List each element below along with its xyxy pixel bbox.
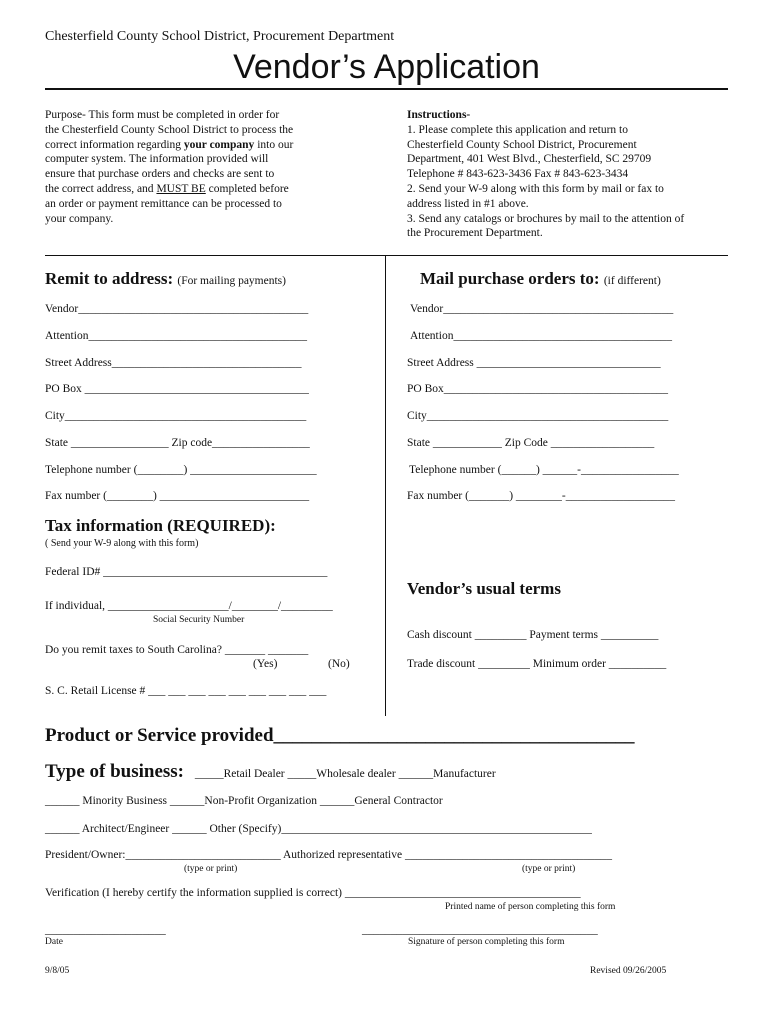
date-field[interactable]: _____________________ xyxy=(45,924,166,936)
terms-section-title: Vendor’s usual terms xyxy=(407,579,561,598)
remit-city-field[interactable]: City__________________________________________ xyxy=(45,410,307,422)
instruction-line: 2. Send your W-9 along with this form by mail or fax to xyxy=(407,182,664,195)
type-print-label-1: (type or print) xyxy=(184,864,238,874)
printed-name-label: Printed name of person completing this form xyxy=(445,902,616,912)
footer-date: 9/8/05 xyxy=(45,966,70,976)
instruction-line: address listed in #1 above. xyxy=(407,197,529,210)
purpose-line: correct information regarding your company into our xyxy=(45,138,294,151)
yes-label: (Yes) xyxy=(253,658,278,670)
remit-pobox-field[interactable]: PO Box _______________________________________ xyxy=(45,383,309,395)
tax-section-title: Tax information (REQUIRED): xyxy=(45,516,276,535)
business-type-label: Type of business: xyxy=(45,761,185,782)
instruction-line: Chesterfield County School District, Procurement xyxy=(407,138,637,151)
column-divider xyxy=(385,256,386,716)
business-type-row3[interactable]: ______ Architect/Engineer ______ Other (Specify)______________________________________________________ xyxy=(45,823,592,835)
product-service-field[interactable]: Product or Service provided______________________________________ xyxy=(45,725,635,746)
purpose-line: the correct address, and MUST BE completed before xyxy=(45,182,289,195)
mail-section-title: Mail purchase orders to: (if different) xyxy=(420,269,661,288)
remit-telephone-field[interactable]: Telephone number (________) ______________________ xyxy=(45,464,317,476)
retail-license-field[interactable]: S. C. Retail License # ___ ___ ___ ___ ___ ___ ___ ___ ___ xyxy=(45,685,327,697)
purpose-line: your company. xyxy=(45,212,114,225)
verification-field[interactable]: Verification (I hereby certify the information supplied is correct) _________________________________________ xyxy=(45,887,581,899)
title-rule xyxy=(45,88,728,90)
remit-attention-field[interactable]: Attention______________________________________ xyxy=(45,330,307,342)
district-header: Chesterfield County School District, Procurement Department xyxy=(45,29,395,44)
instructions-heading: Instructions- xyxy=(407,109,471,121)
business-type-options[interactable]: _____Retail Dealer _____Wholesale dealer ______Manufacturer xyxy=(194,768,496,780)
no-label: (No) xyxy=(328,658,350,670)
purpose-line: Purpose- This form must be completed in order for xyxy=(45,109,280,121)
remit-street-field[interactable]: Street Address_________________________________ xyxy=(45,357,302,369)
footer-revised: Revised 09/26/2005 xyxy=(590,966,667,976)
ssn-field[interactable]: If individual, _____________________/________/_________ xyxy=(45,600,333,612)
mail-attention-field[interactable]: Attention______________________________________ xyxy=(410,330,672,342)
section-divider xyxy=(45,255,728,256)
mail-state-zip-field[interactable]: State ____________ Zip Code __________________ xyxy=(407,437,655,449)
tax-note: ( Send your W-9 along with this form) xyxy=(45,538,199,549)
ssn-label: Social Security Number xyxy=(153,615,245,625)
mail-city-field[interactable]: City__________________________________________ xyxy=(407,410,669,422)
type-print-label-2: (type or print) xyxy=(522,864,576,874)
mail-pobox-field[interactable]: PO Box_______________________________________ xyxy=(407,383,668,395)
purpose-line: the Chesterfield County School District to process the xyxy=(45,123,294,136)
mail-vendor-field[interactable]: Vendor________________________________________ xyxy=(410,303,674,315)
instruction-line: Telephone # 843-623-3436 Fax # 843-623-3434 xyxy=(407,168,629,181)
cash-discount-field[interactable]: Cash discount _________ Payment terms __________ xyxy=(407,629,659,641)
trade-discount-field[interactable]: Trade discount _________ Minimum order __________ xyxy=(407,658,667,670)
instructions-paragraph xyxy=(407,108,684,241)
mail-street-field[interactable]: Street Address ________________________________ xyxy=(407,357,661,369)
instruction-line: 1. Please complete this application and return to xyxy=(407,123,628,136)
instruction-line: Department, 401 West Blvd., Chesterfield, SC 29709 xyxy=(407,153,652,166)
mail-telephone-field[interactable]: Telephone number (______) ______-_________________ xyxy=(409,464,679,476)
signature-field[interactable]: _________________________________________ xyxy=(362,924,598,936)
business-type-row xyxy=(45,761,496,783)
purpose-paragraph xyxy=(45,108,293,226)
signature-label: Signature of person completing this form xyxy=(408,937,565,947)
date-label: Date xyxy=(45,937,63,947)
mail-fax-field[interactable]: Fax number (_______) ________-___________________ xyxy=(407,490,675,502)
page-title: Vendor’s Application xyxy=(233,48,540,86)
purpose-line: computer system. The information provided will xyxy=(45,153,269,166)
remit-vendor-field[interactable]: Vendor________________________________________ xyxy=(45,303,309,315)
remit-section-title: Remit to address: (For mailing payments) xyxy=(45,269,286,288)
instruction-line: 3. Send any catalogs or brochures by mail to the attention of xyxy=(407,212,685,225)
purpose-line: an order or payment remittance can be processed to xyxy=(45,197,282,210)
federal-id-field[interactable]: Federal ID# _______________________________________ xyxy=(45,566,328,578)
remit-taxes-question[interactable]: Do you remit taxes to South Carolina? _______ _______ xyxy=(45,644,309,656)
business-type-row2[interactable]: ______ Minority Business ______Non-Profit Organization ______General Contractor xyxy=(45,795,443,807)
remit-fax-field[interactable]: Fax number (________) __________________________ xyxy=(45,490,310,502)
president-rep-field[interactable]: President/Owner:___________________________ Authorized representative ____________________________________ xyxy=(45,849,612,861)
remit-state-zip-field[interactable]: State _________________ Zip code_________________ xyxy=(45,437,310,449)
purpose-line: ensure that purchase orders and checks are sent to xyxy=(45,168,275,181)
instruction-line: the Procurement Department. xyxy=(407,227,543,240)
